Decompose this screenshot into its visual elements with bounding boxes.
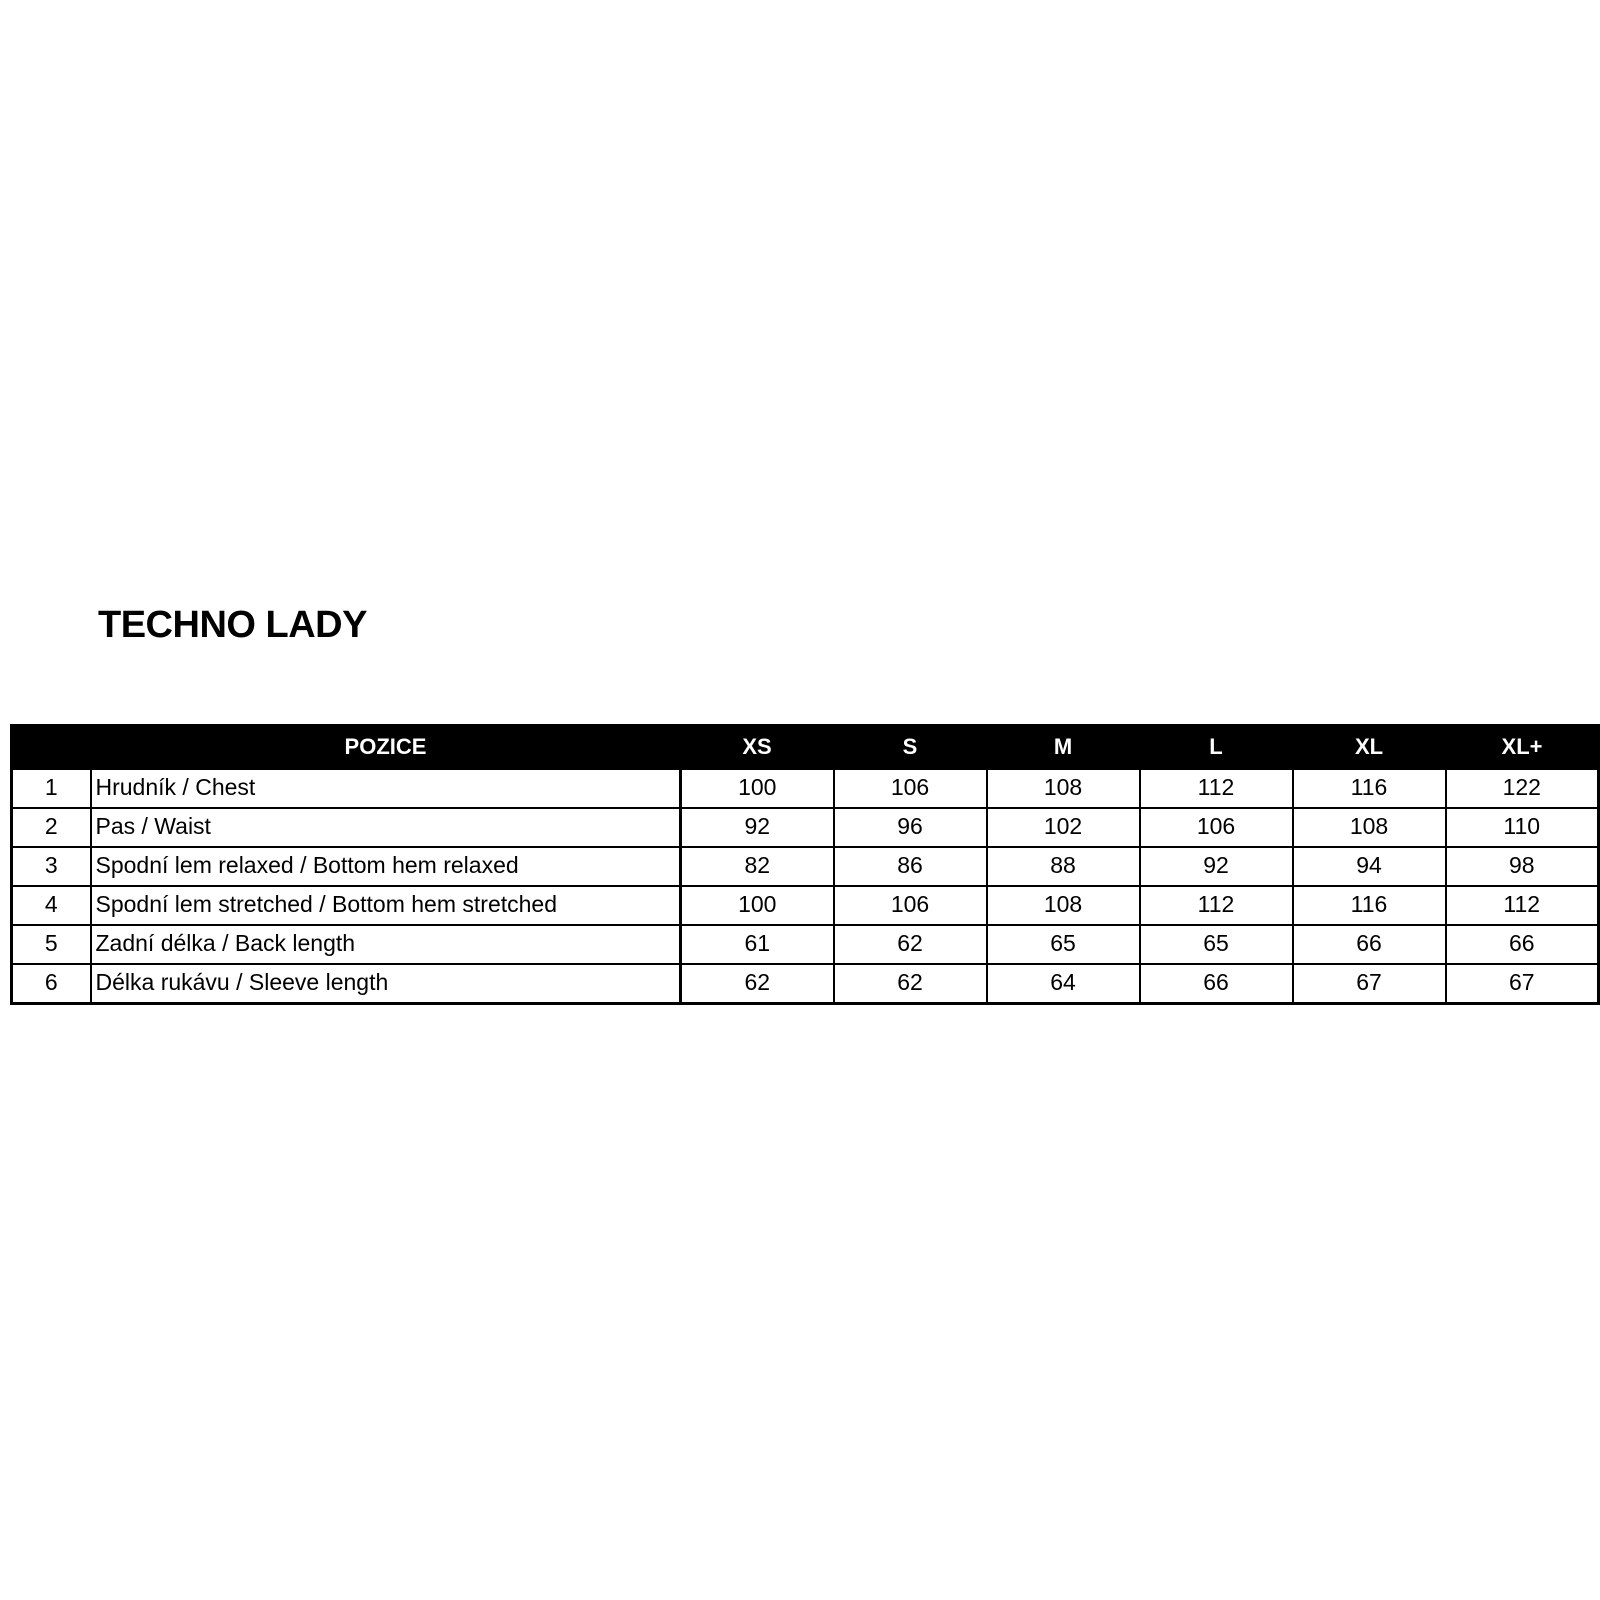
value-cell: 122 [1446,769,1599,809]
row-label: Délka rukávu / Sleeve length [91,964,681,1004]
value-cell: 108 [1293,808,1446,847]
row-number: 2 [12,808,91,847]
row-label: Spodní lem relaxed / Bottom hem relaxed [91,847,681,886]
value-cell: 108 [987,769,1140,809]
header-size-xl: XL [1293,726,1446,769]
value-cell: 62 [834,964,987,1004]
value-cell: 112 [1446,886,1599,925]
value-cell: 110 [1446,808,1599,847]
value-cell: 88 [987,847,1140,886]
value-cell: 98 [1446,847,1599,886]
header-size-m: M [987,726,1140,769]
header-row [12,726,1599,769]
value-cell: 106 [834,769,987,809]
page-title: TECHNO LADY [98,604,367,646]
value-cell: 116 [1293,886,1446,925]
value-cell: 61 [681,925,834,964]
value-cell: 106 [1140,808,1293,847]
value-cell: 62 [681,964,834,1004]
table-row [12,886,1599,925]
value-cell: 65 [1140,925,1293,964]
header-size-xl-plus: XL+ [1446,726,1599,769]
value-cell: 64 [987,964,1140,1004]
row-number: 3 [12,847,91,886]
value-cell: 92 [1140,847,1293,886]
value-cell: 108 [987,886,1140,925]
value-cell: 67 [1293,964,1446,1004]
value-cell: 66 [1293,925,1446,964]
value-cell: 102 [987,808,1140,847]
header-size-l: L [1140,726,1293,769]
size-chart-table [10,724,1600,1005]
value-cell: 94 [1293,847,1446,886]
value-cell: 100 [681,769,834,809]
value-cell: 100 [681,886,834,925]
value-cell: 62 [834,925,987,964]
table-row [12,808,1599,847]
value-cell: 67 [1446,964,1599,1004]
row-label: Zadní délka / Back length [91,925,681,964]
table-row [12,769,1599,809]
row-label: Pas / Waist [91,808,681,847]
row-label: Spodní lem stretched / Bottom hem stretched [91,886,681,925]
value-cell: 86 [834,847,987,886]
header-position: POZICE [91,726,681,769]
value-cell: 112 [1140,886,1293,925]
table-row [12,925,1599,964]
row-label: Hrudník / Chest [91,769,681,809]
value-cell: 92 [681,808,834,847]
value-cell: 65 [987,925,1140,964]
table-row [12,847,1599,886]
row-number: 1 [12,769,91,809]
row-number: 6 [12,964,91,1004]
row-number: 5 [12,925,91,964]
header-index [12,726,91,769]
value-cell: 96 [834,808,987,847]
value-cell: 106 [834,886,987,925]
table-row [12,964,1599,1004]
value-cell: 112 [1140,769,1293,809]
header-size-s: S [834,726,987,769]
value-cell: 66 [1140,964,1293,1004]
value-cell: 82 [681,847,834,886]
header-size-xs: XS [681,726,834,769]
row-number: 4 [12,886,91,925]
value-cell: 66 [1446,925,1599,964]
value-cell: 116 [1293,769,1446,809]
